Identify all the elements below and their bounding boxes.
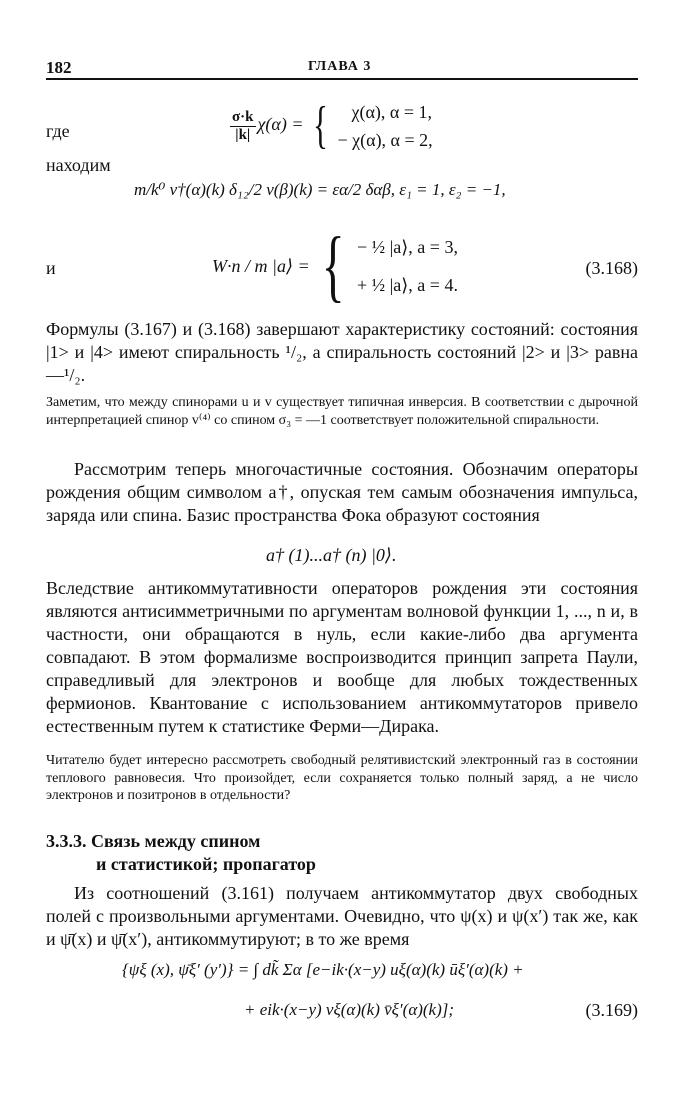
eq3-brace: { bbox=[321, 222, 345, 310]
eq3-cases bbox=[357, 228, 458, 304]
eq1-cases bbox=[338, 98, 433, 154]
eq1-brace: { bbox=[313, 97, 329, 154]
eq3-case-1: − ½ |a⟩, a = 3, bbox=[357, 237, 458, 257]
equation-anticommutator-line-1: {ψξ (x), ψ̄ξ′ (y′)} = ∫ dk̃ Σα [e−ik·(x−y) uξ(α)(k) ūξ′(α)(k) + bbox=[122, 960, 524, 979]
paragraph-anticommutator: Из соотношений (3.161) получаем антикоммутатор двух свободных полей с произвольными аргументами. Очевидно, что ψ(x) и ψ(x′) так же, как и ψ̄(x) и ψ̄(x′), антикоммутируют; в то же время bbox=[46, 883, 638, 949]
paragraph-anticommutativity: Вследствие антикоммутативности операторов рождения эти состояния являются антисимметричными по аргументам волновой функции 1, ..., n и, в частности, они обращаются в нуль, если какие-либо два аргумента совпадают. В этом формализме воспроизводится принцип запрета Паули, справедливый для электронов и вообще для любых тождественных фермионов. Квантование с использованием антикоммутаторов привело естественным путем к статистике Ферми—Дирака. bbox=[46, 578, 638, 736]
eq3-case-2: + ½ |a⟩, a = 4. bbox=[357, 275, 458, 295]
paragraph-many-particle: Рассмотрим теперь многочастичные состояния. Обозначим операторы рождения общим символом a†, опуская тем самым обозначения импульса, заряда или спина. Базис пространства Фока образуют состояния bbox=[46, 459, 638, 525]
eq1-case-2: − χ(α), α = 2, bbox=[337, 130, 433, 150]
eq1-fraction: $\frac{\sigma\cdot k}{|k|}$ bbox=[232, 108, 254, 143]
equation-pauli-lubanski bbox=[212, 222, 458, 310]
note-inversion: Заметим, что между спинорами u и v существует типичная инверсия. В соответствии с дырочной интерпретацией спинор v⁽⁴⁾ со спином σ₃ = —1 соответствует положительной спиральности. bbox=[46, 395, 638, 428]
paragraph-helicity: Формулы (3.167) и (3.168) завершают характеристику состояний: состояния |1> и |4> имеют спиральность ¹/₂, а спиральность состояний |2> и |3> равна —¹/₂. bbox=[46, 319, 638, 385]
section-heading-line-1: 3.3.3. Связь между спином bbox=[46, 831, 261, 851]
eq1-lhs: χ(α) = bbox=[257, 114, 304, 135]
word-i: и bbox=[46, 258, 56, 278]
eq-number-3-168: (3.168) bbox=[585, 258, 638, 278]
chapter-title: ГЛАВА 3 bbox=[308, 59, 372, 74]
page-number: 182 bbox=[46, 58, 72, 77]
eq1-case-1: χ(α), α = 1, bbox=[351, 102, 432, 122]
equation-anticommutator-line-2: + eik·(x−y) vξ(α)(k) v̄ξ′(α)(k)]; bbox=[244, 1000, 455, 1019]
eq-number-3-169: (3.169) bbox=[585, 1000, 638, 1020]
word-nakhodim: находим bbox=[46, 155, 111, 175]
eq3-lhs: W·n / m |a⟩ = bbox=[212, 255, 310, 276]
running-header bbox=[46, 58, 638, 78]
note-electron-gas: Читателю будет интересно рассмотреть свободный релятивистский электронный газ в состоянии теплового равновесия. Что произойдет, если сохраняется только полный заряд, а не число электронов и позитронов в отдельности? bbox=[46, 753, 638, 803]
equation-spinor-normalization: m/k⁰ v†(α)(k) δ₁₂/2 v(β)(k) = εα/2 δαβ, ε₁ = 1, ε₂ = −1, bbox=[134, 180, 506, 199]
equation-fock-basis: a† (1)...a† (n) |0⟩. bbox=[266, 545, 397, 565]
header-rule bbox=[46, 78, 638, 80]
section-heading-line-2: и статистикой; пропагатор bbox=[96, 854, 316, 874]
equation-chi-helicity bbox=[228, 98, 433, 154]
section-heading bbox=[46, 830, 316, 876]
book-page bbox=[46, 0, 638, 1100]
word-gde: где bbox=[46, 121, 70, 141]
